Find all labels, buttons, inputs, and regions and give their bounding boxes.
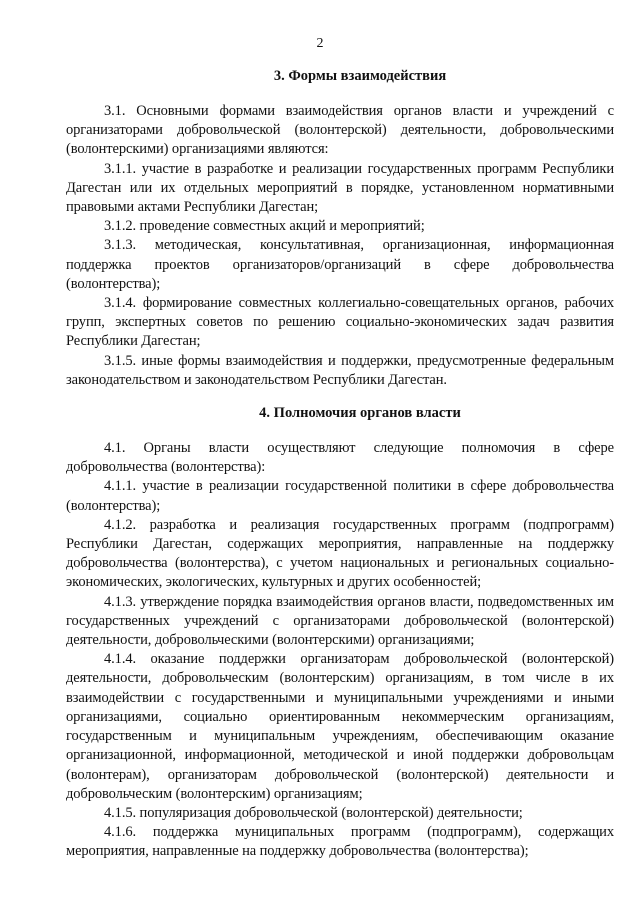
section-3-title: 3. Формы взаимодействия	[273, 68, 447, 84]
paragraph-4-1-3: 4.1.3. утверждение порядка взаимодействия органов власти, подведомственных им государственных учреждений с организаторами добровольческой (волонтерской) деятельности, добровольческими (волонтерскими) организациями;	[66, 593, 614, 649]
paragraph-3-1-5: 3.1.5. иные формы взаимодействия и поддержки, предусмотренные федеральным законодательством и законодательством Республики Дагестан.	[66, 352, 614, 388]
paragraph-4-1-4: 4.1.4. оказание поддержки организаторам добровольческой (волонтерской) деятельности, добровольческим (волонтерским) организациям, в том числе в их взаимодействии с государственными и муниципальными учреждениями и иными организациями, социально ориентированным некоммерческим организациям, государственным и муниципальным учреждениям, обеспечивающим оказание организационной, информационной, методической и иной поддержки добровольцам (волонтерам), организаторам добровольческой (волонтерской) деятельности и добровольческим (волонтерским) организациям;	[66, 651, 614, 802]
paragraph-4-1: 4.1. Органы власти осуществляют следующие полномочия в сфере добровольчества (волонтерства):	[66, 440, 614, 476]
paragraph-4-1-1: 4.1.1. участие в реализации государственной политики в сфере добровольчества (волонтерства);	[66, 478, 614, 514]
document-body	[66, 64, 614, 862]
paragraph-3-1-3: 3.1.3. методическая, консультативная, организационная, информационная поддержка проектов организаторов/организаций в сфере добровольчества (волонтерства);	[66, 237, 614, 292]
paragraph-4-1-6: 4.1.6. поддержка муниципальных программ (подпрограмм), содержащих мероприятия, направленные на поддержку добровольчества (волонтерства);	[66, 824, 614, 860]
page-number: 2	[316, 36, 324, 51]
paragraph-3-1-4: 3.1.4. формирование совместных коллегиально-совещательных органов, рабочих групп, экспертных советов по решению социально-экономических задач развития Республики Дагестан;	[66, 295, 614, 350]
section-4-title: 4. Полномочия органов власти	[259, 405, 461, 422]
paragraph-4-1-5: 4.1.5. популяризация добровольческой (волонтерской) деятельности;	[104, 804, 523, 821]
paragraph-3-1-1: 3.1.1. участие в разработке и реализации государственных программ Республики Дагестан или их отдельных мероприятий в порядке, установленном нормативными правовыми актами Республики Дагестан;	[66, 160, 614, 216]
paragraph-3-1-2: 3.1.2. проведение совместных акций и мероприятий;	[104, 218, 425, 235]
paragraph-4-1-2: 4.1.2. разработка и реализация государственных программ (подпрограмм) Республики Дагестан, содержащих мероприятия, направленные на поддержку добровольчества (волонтерства), с учетом национальных и региональных социально-экономических, экологических, культурных и других особенностей;	[66, 516, 614, 591]
paragraph-3-1: 3.1. Основными формами взаимодействия органов власти и учреждений с организаторами добровольческой (волонтерской) деятельности, добровольческими (волонтерскими) организациями являются:	[66, 103, 614, 158]
